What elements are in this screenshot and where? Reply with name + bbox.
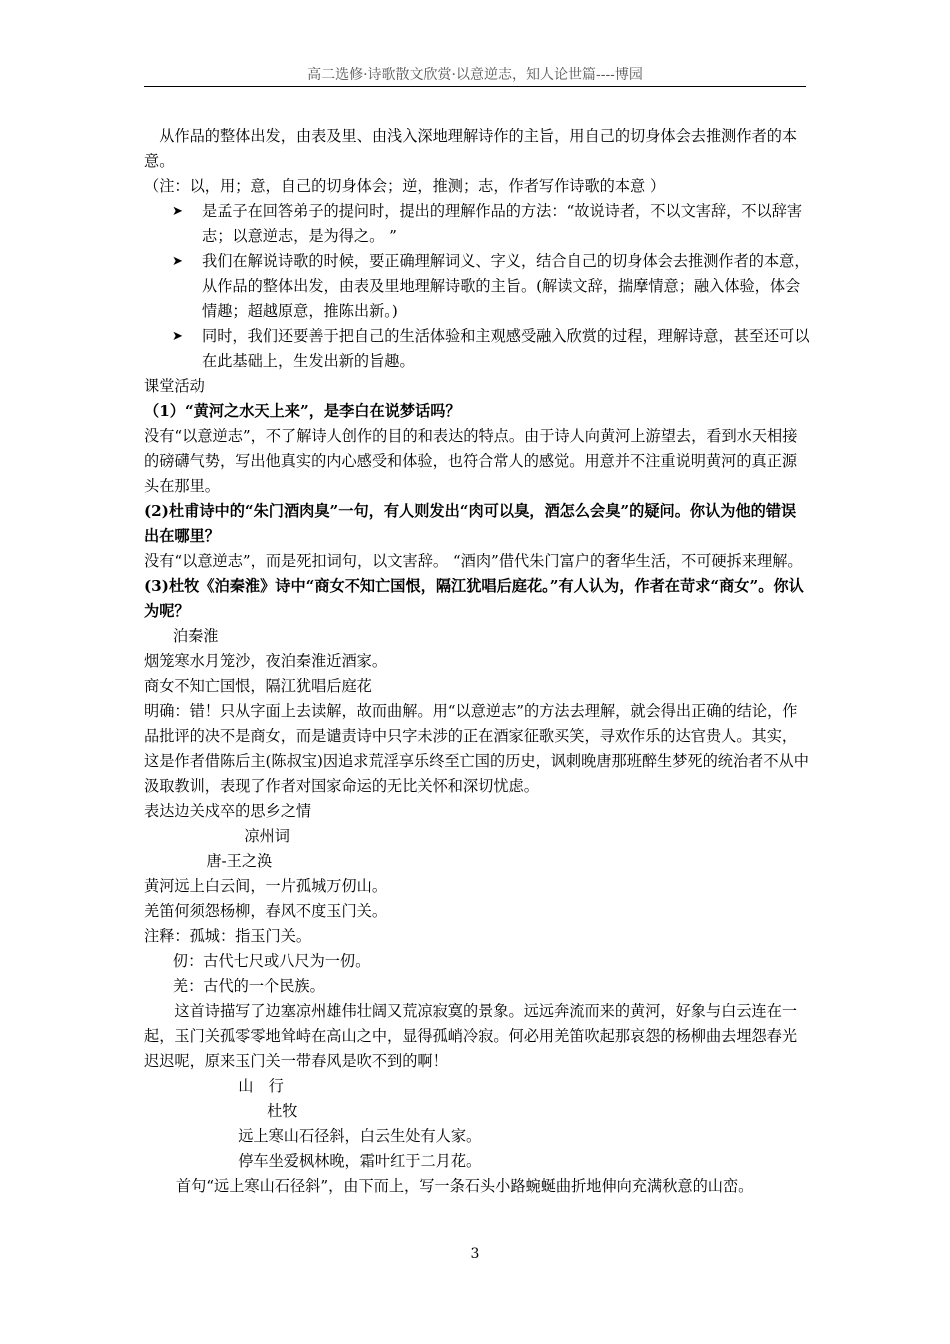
poem-3-line: 远上寒山石径斜，白云生处有人家。	[238, 1127, 482, 1145]
bullet-text: 同时，我们还要善于把自己的生活体验和主观感受融入欣赏的过程，理解诗意，甚至还可以在此基础上，生发出新的旨趣。	[202, 327, 810, 370]
bullet-text: 我们在解说诗歌的时候，要正确理解词义、字义，结合自己的切身体会去推测作者的本意，从作品的整体出发，由表及里地理解诗歌的主旨。(解读文辞，揣摩情意；融入体验，体会情趣；超越原意，推陈出新。)	[202, 252, 810, 320]
answer-2: 没有“以意逆志”，而是死扣词句，以文害辞。 “酒肉”借代朱门富户的奢华生活，不可硬拆来理解。	[144, 552, 803, 570]
poem-2-note: 仞：古代七尺或八尺为一仞。	[172, 952, 371, 970]
intro-paragraph: 从作品的整体出发，由表及里、由浅入深地理解诗作的主旨，用自己的切身体会去推测作者的本意。	[144, 127, 798, 170]
bullet-item	[144, 199, 810, 249]
poem-2-line: 羌笛何须怨杨柳，春风不度玉门关。	[144, 902, 387, 920]
note-paragraph: （注：以，用；意，自己的切身体会；逆，推测；志，作者写作诗歌的本意 ）	[144, 177, 666, 195]
poem-2-author: 唐-王之涣	[206, 852, 273, 870]
poem-1-line: 商女不知亡国恨，隔江犹唱后庭花	[144, 677, 372, 695]
poem-2-note: 注释：孤城：指玉门关。	[144, 927, 312, 945]
poem-3-line: 停车坐爱枫林晚，霜叶红于二月花。	[238, 1152, 482, 1170]
arrowhead-icon: ➤	[172, 254, 183, 269]
section-heading-activity: 课堂活动	[144, 377, 205, 395]
poem-3-title: 山 行	[238, 1077, 284, 1095]
question-2: (2)杜甫诗中的“朱门酒肉臭”一句，有人则发出“肉可以臭，酒怎么会臭”的疑问。你认为他的错误出在哪里？	[144, 502, 797, 545]
question-3: (3)杜牧《泊秦淮》诗中“商女不知亡国恨，隔江犹唱后庭花。”有人认为，作者在苛求“商女”。你认为呢？	[144, 577, 804, 620]
poem-3-author: 杜牧	[267, 1102, 298, 1120]
document-body	[144, 124, 810, 1199]
poem-3-analysis: 首句“远上寒山石径斜”，由下而上，写一条石头小路蜿蜒曲折地伸向充满秋意的山峦。	[175, 1177, 754, 1195]
question-1: （1）“黄河之水天上来”，是李白在说梦话吗？	[144, 402, 461, 420]
bullet-item	[144, 324, 810, 374]
answer-1: 没有“以意逆志”，不了解诗人创作的目的和表达的特点。由于诗人向黄河上游望去，看到水天相接的磅礴气势，写出他真实的内心感受和体验，也符合常人的感觉。用意并不注重说明黄河的真正源头在那里。	[144, 427, 798, 495]
section-heading-frontier: 表达边关戍卒的思乡之情	[144, 802, 312, 820]
arrowhead-icon: ➤	[172, 204, 183, 219]
bullet-text: 是孟子在回答弟子的提问时，提出的理解作品的方法：“故说诗者，不以文害辞，不以辞害志；以意逆志，是为得之。 ”	[202, 202, 803, 245]
poem-2-analysis: 这首诗描写了边塞凉州雄伟壮阔又荒凉寂寞的景象。远远奔流而来的黄河，好象与白云连在一起，玉门关孤零零地耸峙在高山之中，显得孤峭冷寂。何必用羌笛吹起那哀怨的杨柳曲去埋怨春光迟迟呢，原来玉门关一带春风是吹不到的啊！	[144, 1002, 798, 1070]
answer-3: 明确：错！只从字面上去读解，故而曲解。用“以意逆志”的方法去理解，就会得出正确的结论，作品批评的决不是商女，而是谴责诗中只字未涉的正在酒家征歌买笑，寻欢作乐的达官贵人。其实，这是作者借陈后主(陈叔宝)因追求荒淫享乐终至亡国的历史，讽刺晚唐那班醉生梦死的统治者不从中汲取教训，表现了作者对国家命运的无比关怀和深切忧虑。	[144, 702, 809, 795]
poem-2-title: 凉州词	[244, 827, 290, 845]
page-header: 高二选修·诗歌散文欣赏·以意逆志，知人论世篇----博园	[144, 64, 806, 87]
poem-1-line: 烟笼寒水月笼沙，夜泊秦淮近酒家。	[144, 652, 387, 670]
page-number: 3	[470, 1246, 480, 1262]
poem-2-note: 羌：古代的一个民族。	[172, 977, 325, 995]
poem-2-line: 黄河远上白云间，一片孤城万仞山。	[144, 877, 387, 895]
arrowhead-icon: ➤	[172, 329, 183, 344]
bullet-item	[144, 249, 810, 324]
poem-1-title: 泊秦淮	[172, 627, 219, 645]
